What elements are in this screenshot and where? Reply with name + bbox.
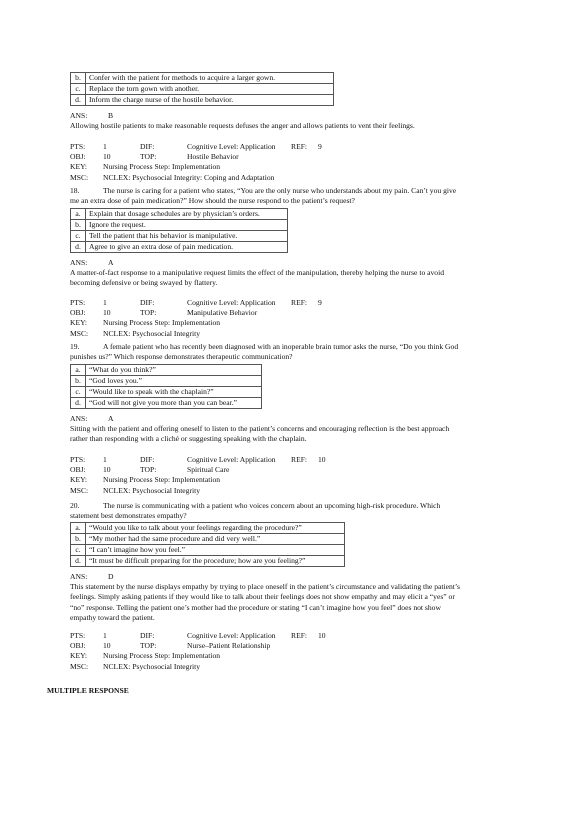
question-number: 20.: [70, 501, 80, 510]
meta-value: Nursing Process Step: Implementation: [103, 475, 221, 485]
option-text: “God will not give you more than you can bear.”: [86, 398, 262, 409]
meta-value: 9: [318, 142, 322, 151]
option-letter: c.: [71, 545, 86, 556]
option-row: [71, 209, 288, 220]
meta-label: DIF:: [140, 142, 155, 151]
meta-value: Nursing Process Step: Implementation: [103, 162, 221, 172]
q20-metadata: [70, 631, 532, 672]
answer-label: ANS:: [70, 111, 88, 120]
answer-value: A: [108, 258, 114, 267]
q18-stem: [70, 186, 532, 206]
option-text: Confer with the patient for methods to acquire a larger gown.: [86, 73, 334, 84]
q19-options-table: [70, 364, 262, 409]
meta-value: NCLEX: Psychosocial Integrity: [103, 328, 201, 338]
answer-value: A: [108, 414, 114, 423]
option-letter: c.: [71, 387, 86, 398]
meta-value: NCLEX: Psychosocial Integrity: [103, 661, 201, 671]
meta-label: PTS:: [70, 298, 86, 307]
option-letter: a.: [71, 365, 86, 376]
meta-label: KEY:: [70, 475, 88, 485]
option-row: [71, 534, 345, 545]
option-letter: b.: [71, 376, 86, 387]
meta-label: OBJ:: [70, 308, 86, 318]
option-row: [71, 376, 262, 387]
q17-options-table: [70, 72, 334, 106]
option-letter: d.: [71, 95, 86, 106]
option-letter: b.: [71, 534, 86, 545]
option-text: Replace the torn gown with another.: [86, 84, 334, 95]
meta-label: DIF:: [140, 631, 155, 640]
rationale: “no” response. Telling the patient one’s mother had the procedure or stating “I can’t imagine how you feel” does not show: [70, 602, 441, 612]
rationale: rather than responding with a cliché or suggesting speaking with the chaplain.: [70, 434, 307, 444]
option-text: “Would you like to talk about your feelings regarding the procedure?”: [86, 523, 345, 534]
q19-stem: [70, 342, 532, 362]
question-stem: me an extra dose of pain medication?” How should the nurse respond to the patient’s request?: [70, 196, 355, 206]
option-row: [71, 220, 288, 231]
meta-label: MSC:: [70, 485, 89, 495]
option-row: [71, 365, 262, 376]
meta-value: Cognitive Level: Application: [187, 455, 276, 464]
option-text: “What do you think?”: [86, 365, 262, 376]
option-row: [71, 556, 345, 567]
meta-value: 9: [318, 298, 322, 307]
rationale: feelings. Simply asking patients if they would like to talk about their feelings does not show empathy and may elicit a “yes” or: [70, 592, 455, 602]
meta-value: 1: [103, 142, 107, 151]
meta-label: REF:: [291, 142, 308, 151]
q18-options: [70, 208, 532, 253]
meta-value: 10: [103, 308, 111, 318]
option-letter: a.: [71, 209, 86, 220]
option-text: “God loves you.”: [86, 376, 262, 387]
option-letter: d.: [71, 398, 86, 409]
meta-label: TOP:: [140, 308, 157, 318]
meta-label: KEY:: [70, 318, 88, 328]
rationale: becoming defensive or being swayed by flattery.: [70, 278, 218, 288]
answer-value: D: [108, 572, 114, 581]
question-stem: The nurse is communicating with a patient who voices concern about an upcoming high-risk procedure. Which: [103, 501, 441, 510]
q20-options: [70, 522, 532, 567]
option-letter: a.: [71, 523, 86, 534]
option-letter: b.: [71, 73, 86, 84]
rationale: empathy toward the patient.: [70, 612, 155, 622]
option-text: Ignore the request.: [86, 220, 288, 231]
option-row: [71, 387, 262, 398]
meta-label: OBJ:: [70, 465, 86, 475]
question-stem: The nurse is caring for a patient who states, “You are the only nurse who understands about my pain. Can’t you give: [103, 186, 457, 195]
rationale: Sitting with the patient and offering oneself to listen to the patient’s concerns and encouraging reflection is the best approach: [70, 424, 450, 434]
meta-label: KEY:: [70, 651, 88, 661]
meta-value: Cognitive Level: Application: [187, 631, 276, 640]
q19-metadata: [70, 455, 532, 496]
option-text: Tell the patient that his behavior is manipulative.: [86, 231, 288, 242]
meta-value: Spiritual Care: [187, 465, 230, 475]
option-letter: b.: [71, 220, 86, 231]
meta-label: TOP:: [140, 641, 157, 651]
q18-metadata: [70, 298, 532, 339]
meta-label: REF:: [291, 298, 308, 307]
q18-answer: [70, 258, 532, 289]
meta-label: REF:: [291, 631, 308, 640]
q17-answer: [70, 111, 532, 131]
option-letter: c.: [71, 231, 86, 242]
meta-value: Manipulative Behavior: [187, 308, 258, 318]
meta-value: 10: [103, 152, 111, 162]
answer-label: ANS:: [70, 572, 88, 581]
option-row: [71, 523, 345, 534]
option-text: “I can’t imagine how you feel.”: [86, 545, 345, 556]
meta-label: TOP:: [140, 152, 157, 162]
option-text: Agree to give an extra dose of pain medication.: [86, 242, 288, 253]
meta-label: PTS:: [70, 631, 86, 640]
meta-label: OBJ:: [70, 641, 86, 651]
option-row: [71, 95, 334, 106]
option-text: Inform the charge nurse of the hostile behavior.: [86, 95, 334, 106]
option-letter: c.: [71, 84, 86, 95]
question-stem: statement best demonstrates empathy?: [70, 511, 187, 521]
meta-value: 10: [318, 455, 326, 464]
q19-options: [70, 364, 532, 409]
option-row: [71, 73, 334, 84]
meta-label: PTS:: [70, 142, 86, 151]
meta-value: 10: [103, 465, 111, 475]
option-row: [71, 231, 288, 242]
meta-value: Cognitive Level: Application: [187, 298, 276, 307]
meta-label: PTS:: [70, 455, 86, 464]
meta-label: DIF:: [140, 298, 155, 307]
answer-label: ANS:: [70, 414, 88, 423]
section-heading: MULTIPLE RESPONSE: [47, 686, 129, 695]
option-text: “Would like to speak with the chaplain?”: [86, 387, 262, 398]
option-text: “It must be difficult preparing for the procedure; how are you feeling?”: [86, 556, 345, 567]
rationale: A matter-of-fact response to a manipulative request limits the effect of the manipulation, thereby helping the nurse to avoid: [70, 268, 445, 278]
answer-value: B: [108, 111, 114, 120]
meta-value: NCLEX: Psychosocial Integrity: Coping and Adaptation: [103, 172, 275, 182]
meta-label: KEY:: [70, 162, 88, 172]
meta-value: 10: [103, 641, 111, 651]
option-text: “My mother had the same procedure and did very well.”: [86, 534, 345, 545]
q17-options: [70, 72, 532, 106]
option-letter: d.: [71, 556, 86, 567]
question-stem: A female patient who has recently been diagnosed with an inoperable brain tumor asks the nurse, “Do you think God: [103, 342, 459, 351]
meta-label: OBJ:: [70, 152, 86, 162]
q18-options-table: [70, 208, 288, 253]
option-letter: d.: [71, 242, 86, 253]
meta-value: Nurse–Patient Relationship: [187, 641, 271, 651]
meta-value: 1: [103, 455, 107, 464]
rationale: Allowing hostile patients to make reasonable requests defuses the anger and allows patients to vent their feelings.: [70, 121, 415, 131]
meta-label: MSC:: [70, 172, 89, 182]
meta-label: REF:: [291, 455, 308, 464]
option-row: [71, 545, 345, 556]
q20-options-table: [70, 522, 345, 567]
meta-value: Hostile Behavior: [187, 152, 239, 162]
meta-value: 10: [318, 631, 326, 640]
meta-value: 1: [103, 631, 107, 640]
q20-stem: [70, 501, 532, 521]
answer-label: ANS:: [70, 258, 88, 267]
meta-value: NCLEX: Psychosocial Integrity: [103, 485, 201, 495]
meta-value: Nursing Process Step: Implementation: [103, 318, 221, 328]
question-stem: punishes us?” Which response demonstrates therapeutic communication?: [70, 352, 293, 362]
meta-value: Nursing Process Step: Implementation: [103, 651, 221, 661]
meta-label: TOP:: [140, 465, 157, 475]
meta-label: MSC:: [70, 328, 89, 338]
option-row: [71, 242, 288, 253]
q17-metadata: [70, 142, 532, 183]
meta-value: Cognitive Level: Application: [187, 142, 276, 151]
meta-label: DIF:: [140, 455, 155, 464]
q19-answer: [70, 414, 532, 445]
meta-label: MSC:: [70, 661, 89, 671]
question-number: 19.: [70, 342, 80, 351]
rationale: This statement by the nurse displays empathy by trying to place oneself in the patient’s circumstance and validating the patient’s: [70, 582, 460, 592]
q20-answer: [70, 572, 532, 623]
option-row: [71, 398, 262, 409]
option-text: Explain that dosage schedules are by physician’s orders.: [86, 209, 288, 220]
meta-value: 1: [103, 298, 107, 307]
question-number: 18.: [70, 186, 80, 195]
option-row: [71, 84, 334, 95]
